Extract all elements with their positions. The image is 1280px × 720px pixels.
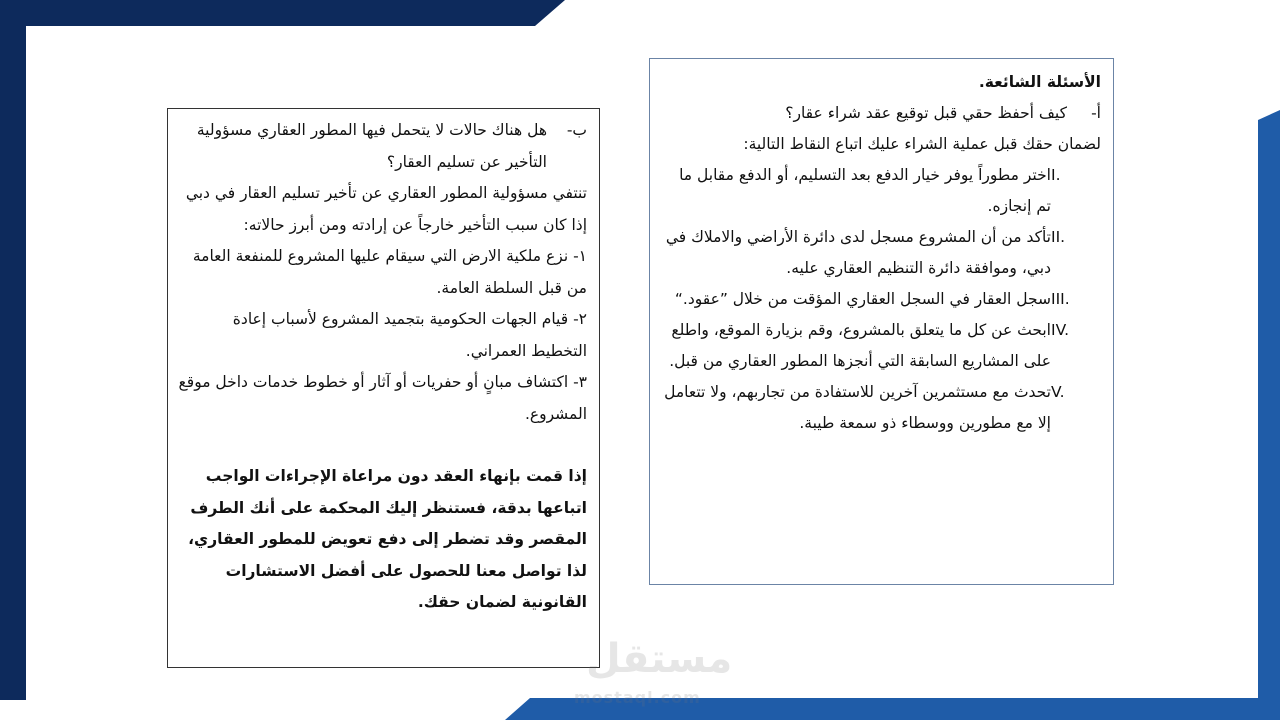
list-item — [664, 284, 1101, 315]
list-item-text: اختر مطوراً يوفر خيار الدفع بعد التسليم، أو الدفع مقابل ما تم إنجازه. — [679, 166, 1051, 215]
warning-text: إذا قمت بإنهاء العقد دون مراعاة الإجراءات الواجب اتباعها بدقة، فستنظر إليك المحكمة على أنك الطرف المقصر وقد تضطر إلى دفع تعويض للمطور العقاري، لذا تواصل معنا للحصول على أفضل الاستشارات القانونية لضمان حقك. — [188, 467, 587, 611]
list-item — [664, 315, 1101, 377]
question-b-marker: ب- — [566, 121, 587, 139]
answer-text: تنتفي مسؤولية المطور العقاري عن تأخير تسليم العقار في دبي إذا كان سبب التأخير خارجاً عن إرادته ومن أبرز حالاته: — [185, 184, 587, 234]
list-item — [664, 160, 1101, 222]
list-item-text: ابحث عن كل ما يتعلق بالمشروع، وقم بزيارة الموقع، واطلع على المشاريع السابقة التي أنجزها المطور العقاري من قبل. — [669, 321, 1051, 370]
list-item — [664, 377, 1101, 439]
list-item-marker: IV. — [1051, 321, 1070, 339]
question-a — [664, 98, 1101, 129]
question-b — [178, 115, 587, 178]
question-a-marker: أ- — [1091, 104, 1101, 122]
list-item-text: سجل العقار في السجل العقاري المؤقت من خلال ”عقود.“ — [674, 290, 1051, 308]
faq-panel-right — [649, 58, 1114, 585]
list-item-marker: III. — [1051, 290, 1070, 308]
intro-text: لضمان حقك قبل عملية الشراء عليك اتباع النقاط التالية: — [743, 135, 1101, 153]
list-item-text: تأكد من أن المشروع مسجل لدى دائرة الأراضي والاملاك في دبي، وموافقة دائرة التنظيم العقاري عليه. — [665, 228, 1051, 277]
watermark-latin: mostaql.com — [574, 688, 701, 707]
list-item-marker: V. — [1051, 383, 1065, 401]
case-item: ٣- اكتشاف مبانٍ أو حفريات أو آثار أو خطوط خدمات داخل موقع المشروع. — [178, 373, 587, 423]
question-b-text: هل هناك حالات لا يتحمل فيها المطور العقاري مسؤولية التأخير عن تسليم العقار؟ — [196, 121, 547, 171]
list-item-marker: I. — [1051, 166, 1061, 184]
watermark-arabic: مستقل — [586, 636, 733, 682]
list-item — [664, 222, 1101, 284]
list-item-text: تحدث مع مستثمرين آخرين للاستفادة من تجاربهم، ولا تتعامل إلا مع مطورين ووسطاء ذو سمعة طيبة. — [664, 383, 1051, 432]
spacer — [178, 430, 587, 461]
faq-title: الأسئلة الشائعة. — [978, 73, 1101, 91]
list-item-marker: II. — [1051, 228, 1066, 246]
case-item: ٢- قيام الجهات الحكومية بتجميد المشروع لأسباب إعادة التخطيط العمراني. — [232, 310, 587, 360]
faq-panel-left — [167, 108, 600, 668]
case-item: ١- نزع ملكية الارض التي سيقام عليها المشروع للمنفعة العامة من قبل السلطة العامة. — [192, 247, 587, 297]
question-a-text: كيف أحفظ حقي قبل توقيع عقد شراء عقار؟ — [785, 104, 1067, 122]
